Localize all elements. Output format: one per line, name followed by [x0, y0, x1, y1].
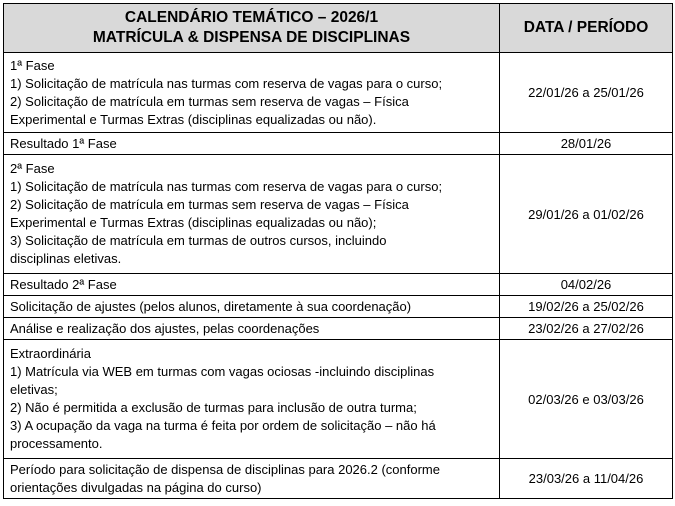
activity-cell — [4, 340, 500, 459]
activity-cell — [4, 459, 500, 499]
activity-line: processamento. — [10, 436, 103, 451]
activity-line: orientações divulgadas na página do curso) — [10, 479, 262, 495]
activity-line: 1) Matrícula via WEB em turmas com vagas ociosas -incluindo disciplinas — [10, 364, 435, 379]
activity-line: 3) A ocupação da vaga na turma é feita por ordem de solicitação – não há — [10, 418, 436, 433]
activity-line: 1) Solicitação de matrícula nas turmas com reserva de vagas para o curso; — [10, 75, 443, 91]
date-cell: 19/02/26 a 25/02/26 — [500, 296, 673, 318]
activity-line: eletivas; — [10, 382, 58, 397]
activity-cell — [4, 53, 500, 133]
activity-cell — [4, 155, 500, 274]
table-title-line-1: CALENDÁRIO TEMÁTICO – 2026/1 — [124, 9, 379, 26]
activity-line: Extraordinária — [10, 346, 91, 361]
activity-line: Resultado 1ª Fase — [10, 135, 117, 151]
activity-line: Solicitação de ajustes (pelos alunos, diretamente à sua coordenação) — [10, 298, 412, 314]
table-title — [4, 4, 500, 53]
activity-line: 3) Solicitação de matrícula em turmas de outros cursos, incluindo — [10, 233, 387, 248]
activity-line: 2) Solicitação de matrícula em turmas sem reserva de vagas – Física — [10, 197, 409, 212]
table-row — [4, 53, 673, 133]
activity-cell — [4, 274, 500, 296]
table-title-line-2: MATRÍCULA & DISPENSA DE DISCIPLINAS — [92, 29, 411, 46]
activity-line: disciplinas eletivas. — [10, 251, 122, 266]
activity-line: 2) Solicitação de matrícula em turmas sem reserva de vagas – Física — [10, 93, 409, 109]
date-cell: 29/01/26 a 01/02/26 — [500, 155, 673, 274]
table-header-row — [4, 4, 673, 53]
table-row — [4, 340, 673, 459]
table-row — [4, 318, 673, 340]
activity-cell — [4, 318, 500, 340]
table-row — [4, 296, 673, 318]
activity-line: Experimental e Turmas Extras (disciplinas equalizadas ou não); — [10, 215, 377, 230]
activity-cell — [4, 133, 500, 155]
activity-line: 1) Solicitação de matrícula nas turmas com reserva de vagas para o curso; — [10, 179, 443, 194]
table-row — [4, 274, 673, 296]
activity-line: 2) Não é permitida a exclusão de turmas para inclusão de outra turma; — [10, 400, 417, 415]
activity-line: Análise e realização dos ajustes, pelas coordenações — [10, 320, 320, 336]
activity-line: Resultado 2ª Fase — [10, 276, 117, 292]
table-row — [4, 459, 673, 499]
activity-line: 2ª Fase — [10, 161, 55, 176]
activity-cell — [4, 296, 500, 318]
date-cell: 23/03/26 a 11/04/26 — [500, 459, 673, 499]
date-cell: 22/01/26 a 25/01/26 — [500, 53, 673, 133]
table-row — [4, 155, 673, 274]
date-cell: 02/03/26 e 03/03/26 — [500, 340, 673, 459]
date-cell: 23/02/26 a 27/02/26 — [500, 318, 673, 340]
date-cell: 04/02/26 — [500, 274, 673, 296]
date-cell: 28/01/26 — [500, 133, 673, 155]
date-column-header: DATA / PERÍODO — [500, 4, 673, 53]
activity-line: Período para solicitação de dispensa de disciplinas para 2026.2 (conforme — [10, 461, 440, 477]
calendar-table — [3, 3, 673, 499]
activity-line: Experimental e Turmas Extras (disciplinas equalizadas ou não). — [10, 111, 377, 127]
activity-line: 1ª Fase — [10, 57, 55, 73]
table-row — [4, 133, 673, 155]
